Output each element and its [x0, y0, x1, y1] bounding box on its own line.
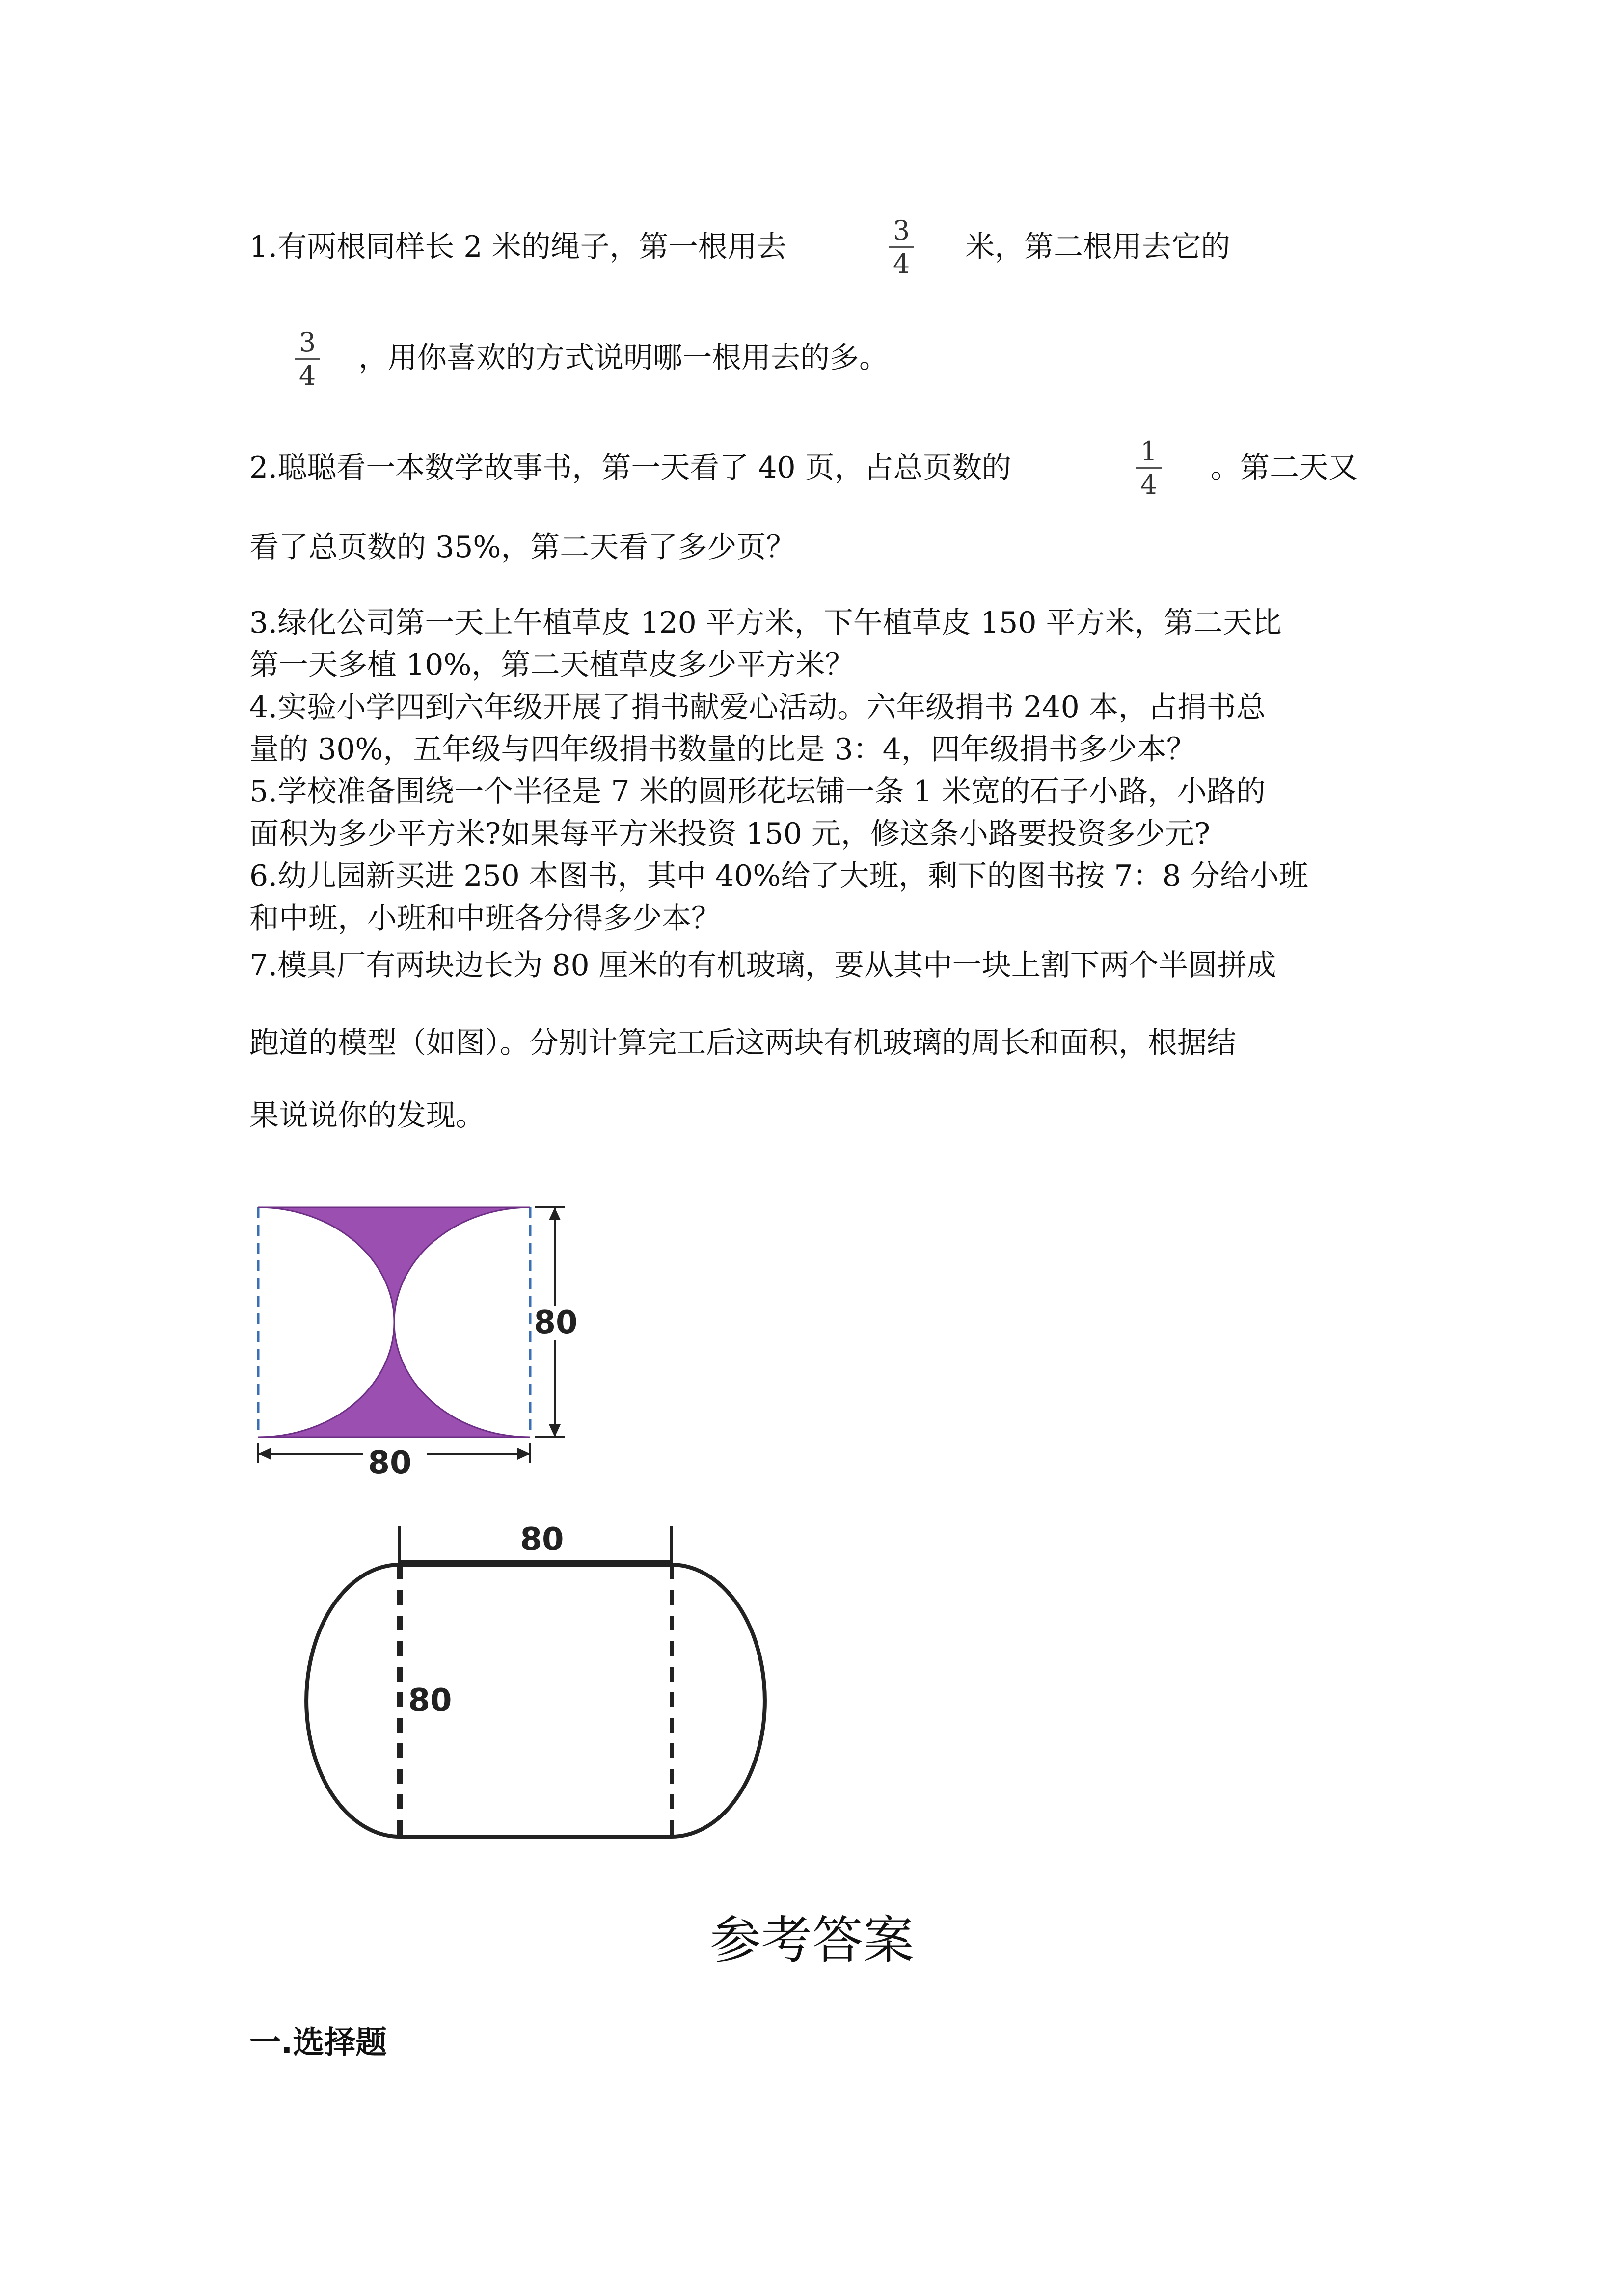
q1-text-b: 米，第二根用去它的 [965, 230, 1230, 264]
bottom-purple-region [258, 1322, 530, 1437]
q7-text-line1: 7.模具厂有两块边长为 80 厘米的有机玻璃，要从其中一块上割下两个半圆拼成 [249, 948, 1276, 983]
q4-line1 [249, 686, 1266, 728]
q1-line1 [249, 226, 786, 268]
width-label: 80 [368, 1445, 412, 1481]
q5-line1 [249, 771, 1266, 813]
q1-line1-tail [965, 226, 1230, 268]
height-arrow-top [549, 1207, 561, 1220]
figure-running-track [245, 1517, 825, 1841]
q1-fraction-1 [887, 216, 916, 279]
q3-line1 [249, 602, 1282, 644]
width-arrow-right [517, 1448, 530, 1460]
q7-text-line2: 跑道的模型（如图）。分别计算完工后这两块有机玻璃的周长和面积，根据结 [249, 1026, 1236, 1060]
side-label: 80 [408, 1682, 452, 1719]
q5-text-line1: 5.学校准备围绕一个半径是 7 米的圆形花坛铺一条 1 米宽的石子小路，小路的 [249, 774, 1266, 809]
q1-fraction-1-numerator: 3 [893, 215, 910, 246]
q2-text-a: 2.聪聪看一本数学故事书，第一天看了 40 页，占总页数的 [249, 451, 1011, 485]
q7-line1 [249, 944, 1276, 987]
q2-fraction-numerator: 1 [1140, 436, 1158, 467]
q6-line2 [249, 897, 721, 939]
q3-text-line2: 第一天多植 10%，第二天植草皮多少平方米？ [249, 648, 855, 682]
q2-text-b: 。第二天又 [1211, 451, 1358, 485]
q2-text-line2: 看了总页数的 35%，第二天看了多少页？ [249, 530, 796, 564]
q1-fraction-1-denominator: 4 [893, 248, 910, 279]
height-arrow-bottom [549, 1424, 561, 1437]
q7-line3 [249, 1095, 485, 1137]
q5-line2 [249, 813, 1210, 855]
q3-line2 [249, 644, 854, 686]
q6-line1 [249, 855, 1308, 897]
q7-line2 [249, 1022, 1236, 1064]
height-label: 80 [534, 1305, 578, 1341]
q2-line2 [249, 526, 795, 568]
q1-fraction-2-numerator: 3 [298, 327, 316, 358]
track-outline [306, 1565, 765, 1837]
answers-title: 参考答案 [709, 1910, 914, 1970]
q5-text-line2: 面积为多少平方米?如果每平方米投资 150 元，修这条小路要投资多少元? [249, 817, 1211, 851]
q1-fraction-2-denominator: 4 [298, 360, 316, 391]
top-purple-region [258, 1207, 530, 1322]
q2-line1-tail [1211, 447, 1358, 489]
section-heading: 一.选择题 [249, 2025, 387, 2061]
q6-text-line2: 和中班，小班和中班各分得多少本？ [249, 901, 721, 935]
width-arrow-left [258, 1448, 271, 1460]
top-label: 80 [520, 1522, 564, 1558]
q4-text-line1: 4.实验小学四到六年级开展了捐书献爱心活动。六年级捐书 240 本，占捐书总 [249, 690, 1266, 724]
q7-text-line3: 果说说你的发现。 [249, 1098, 485, 1133]
q1-line2 [358, 337, 889, 379]
q1-text-a: 1.有两根同样长 2 米的绳子，第一根用去 [249, 230, 786, 264]
q1-text-line2: ，用你喜欢的方式说明哪一根用去的多。 [358, 341, 889, 375]
q2-fraction [1134, 437, 1164, 500]
q4-text-line2: 量的 30%，五年级与四年级捐书数量的比是 3：4，四年级捐书多少本？ [249, 732, 1196, 767]
q2-fraction-denominator: 4 [1140, 469, 1158, 500]
q2-line1 [249, 447, 1011, 489]
q3-text-line1: 3.绿化公司第一天上午植草皮 120 平方米，下午植草皮 150 平方米，第二天比 [249, 606, 1282, 640]
q4-line2 [249, 728, 1196, 771]
q1-fraction-2 [293, 328, 322, 391]
q6-text-line1: 6.幼儿园新买进 250 本图书，其中 40%给了大班，剩下的图书按 7：8 分给小班 [249, 859, 1308, 893]
figure-square-cutout [241, 1198, 594, 1482]
